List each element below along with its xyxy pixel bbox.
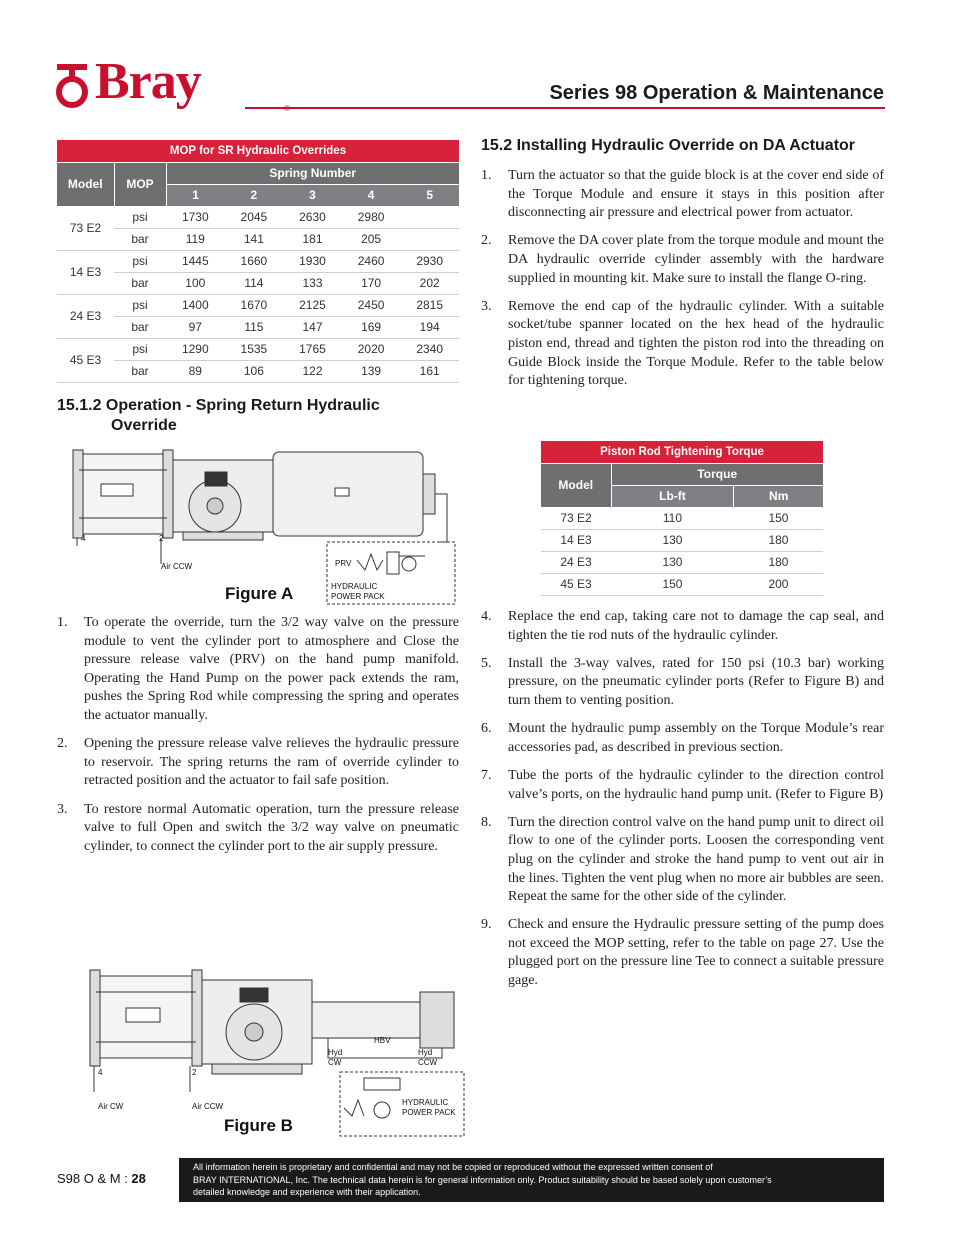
mop-table-row: [57, 316, 459, 338]
list-item-number: 6.: [481, 721, 492, 737]
list-item-text: Tube the ports of the hydraulic cylinder to the direction control valve’s ports, on the hydraulic hand pump unit. (Refer to Figure B): [508, 767, 884, 802]
mop-value-cell: 2630: [283, 206, 342, 228]
mop-value-cell: 115: [225, 316, 284, 338]
mop-unit-cell: bar: [114, 228, 166, 250]
mop-unit-cell: psi: [114, 250, 166, 272]
mop-value-cell: 205: [342, 228, 401, 250]
page-number: 28: [131, 1171, 146, 1186]
mop-table-row: [57, 360, 459, 382]
list-item: [481, 655, 884, 711]
list-item-text: To restore normal Automatic operation, turn the pressure release valve to full Open and switch the 3/2 way valve on pneumatic cylinder, to connect the cylinder port to the air supply pressure.: [84, 801, 459, 854]
torque-table-row: [541, 551, 823, 573]
spring-number: 4: [342, 184, 401, 206]
power-pack-label-2: POWER PACK: [331, 592, 385, 601]
air-ccw-label: Air CCW: [192, 1102, 224, 1111]
list-item: [481, 814, 884, 907]
mop-table-row: [57, 228, 459, 250]
mop-unit-cell: bar: [114, 272, 166, 294]
section-heading-spring-return: [57, 396, 380, 436]
list-item-number: 7.: [481, 767, 492, 783]
mop-value-cell: 100: [166, 272, 225, 294]
list-item-number: 4.: [481, 609, 492, 624]
mop-value-cell: 139: [342, 360, 401, 382]
mop-value-cell: 147: [283, 316, 342, 338]
torque-col-nm: Nm: [734, 485, 823, 507]
list-item: [481, 916, 884, 990]
mop-value-cell: 141: [225, 228, 284, 250]
torque-model-cell: 24 E3: [541, 551, 611, 573]
mop-model-cell: 14 E3: [57, 250, 114, 294]
mop-value-cell: 170: [342, 272, 401, 294]
port-2-label: 2: [192, 1068, 197, 1077]
section-heading-da-install: 15.2 Installing Hydraulic Override on DA Actuator: [481, 137, 856, 154]
list-item-text: Remove the end cap of the hydraulic cylinder. With a suitable socket/tube spanner located on the hex head of the hydraulic piston end, thread and tighten the piston rod into the threading on Guide Block inside the Torque Module. Refer to the table below for tightening torque.: [508, 298, 884, 389]
prv-label: PRV: [335, 559, 352, 568]
figure-b-label: Figure B: [224, 1116, 293, 1135]
disclaimer-line: BRAY INTERNATIONAL, Inc. The technical data herein is for general information only. Product suitability should be based solely upon customer’s: [193, 1174, 772, 1185]
port-4-label: 4: [81, 534, 86, 543]
mop-unit-cell: bar: [114, 316, 166, 338]
list-item-text: Remove the DA cover plate from the torque module and mount the DA hydraulic override cylinder assembly with the hardware supplied in mounting kit. Make sure to install the flange O-ring.: [508, 233, 884, 286]
list-item: [481, 608, 884, 645]
mop-table-row: [57, 250, 459, 272]
list-item-text: Install the 3-way valves, rated for 150 psi (10.3 bar) working pressure, on the pneumatic cylinder ports (Refer to Figure B) and turn them to venting position.: [508, 655, 884, 708]
mop-table-row: [57, 338, 459, 360]
list-item-number: 1.: [57, 615, 68, 630]
mop-model-cell: 45 E3: [57, 338, 114, 382]
mop-col-mop: MOP: [114, 162, 166, 206]
mop-value-cell: 2125: [283, 294, 342, 316]
torque-nm-cell: 150: [734, 507, 823, 529]
list-item-text: Check and ensure the Hydraulic pressure setting of the pump does not exceed the MOP setting, refer to the table on page 27. Use the plugged port on the pressure line Tee to connect a suitable pressure gage.: [508, 917, 884, 989]
mop-value-cell: 2450: [342, 294, 401, 316]
hyd-cw-label: Hyd: [328, 1048, 343, 1057]
spring-number: 5: [400, 184, 459, 206]
disclaimer-line: detailed knowledge and experience with their application.: [193, 1187, 421, 1197]
list-item-number: 5.: [481, 655, 492, 671]
list-item-number: 2.: [57, 736, 68, 752]
hyd-ccw-label: CCW: [418, 1058, 438, 1067]
list-item: [57, 735, 459, 791]
mop-value-cell: 133: [283, 272, 342, 294]
spring-number: 2: [225, 184, 284, 206]
figure-a-drawing: [65, 446, 461, 606]
torque-lbft-cell: 150: [611, 573, 734, 595]
heading-line: Override: [111, 417, 177, 434]
torque-table-title: Piston Rod Tightening Torque: [541, 441, 823, 463]
list-item-number: 9.: [481, 917, 492, 933]
list-item-text: Mount the hydraulic pump assembly on the Torque Module’s rear accessories pad, as described in previous section.: [508, 721, 884, 755]
list-item-text: Replace the end cap, taking care not to damage the cap seal, and tighten the tie rod nuts of the hydraulic cylinder.: [508, 609, 884, 643]
mop-value-cell: 1400: [166, 294, 225, 316]
air-ccw-label: Air CCW: [161, 562, 193, 571]
list-item: [481, 767, 884, 804]
spring-return-steps: [57, 614, 459, 866]
torque-col-model: Model: [541, 463, 611, 507]
mop-value-cell: 1730: [166, 206, 225, 228]
torque-nm-cell: 180: [734, 551, 823, 573]
mop-table-row: [57, 206, 459, 228]
torque-model-cell: 73 E2: [541, 507, 611, 529]
hyd-cw-label: CW: [328, 1058, 342, 1067]
brand-name: Bray: [95, 53, 201, 110]
mop-value-cell: 119: [166, 228, 225, 250]
torque-col-lbft: Lb-ft: [611, 485, 734, 507]
mop-table-row: [57, 272, 459, 294]
header-rule: [245, 107, 885, 109]
mop-value-cell: [400, 206, 459, 228]
hbv-label: HBV: [374, 1036, 391, 1045]
torque-nm-cell: 200: [734, 573, 823, 595]
mop-table-row: [57, 294, 459, 316]
port-4-label: 4: [98, 1068, 103, 1077]
list-item-text: Opening the pressure release valve relieves the hydraulic pressure to reservoir. The spring returns the ram of override cylinder to retracted position and the actuator to fail safe position.: [84, 736, 459, 789]
mop-value-cell: 1290: [166, 338, 225, 360]
list-item: [481, 720, 884, 757]
mop-value-cell: 2930: [400, 250, 459, 272]
da-install-steps-1-3: [481, 167, 884, 400]
power-pack-label-1: HYDRAULIC: [331, 582, 378, 591]
heading-line: 15.1.2 Operation - Spring Return Hydraulic: [57, 397, 380, 414]
torque-model-cell: 14 E3: [541, 529, 611, 551]
mop-value-cell: 2980: [342, 206, 401, 228]
list-item: [481, 232, 884, 288]
figure-b: [82, 962, 468, 1142]
mop-table-title: MOP for SR Hydraulic Overrides: [57, 140, 459, 162]
mop-value-cell: 181: [283, 228, 342, 250]
list-item-number: 3.: [57, 801, 68, 817]
air-cw-label: Air CW: [98, 1102, 124, 1111]
mop-value-cell: 169: [342, 316, 401, 338]
torque-lbft-cell: 130: [611, 529, 734, 551]
list-item: [57, 801, 459, 857]
mop-value-cell: 89: [166, 360, 225, 382]
torque-lbft-cell: 130: [611, 551, 734, 573]
torque-col-torque: Torque: [611, 463, 823, 485]
list-item-number: 8.: [481, 814, 492, 830]
doc-reference: S98 O & M :: [57, 1171, 132, 1186]
bray-logo: [55, 53, 245, 114]
port-2-label: 2: [159, 534, 164, 543]
mop-value-cell: [400, 228, 459, 250]
mop-value-cell: 106: [225, 360, 284, 382]
mop-model-cell: 24 E3: [57, 294, 114, 338]
mop-value-cell: 1765: [283, 338, 342, 360]
mop-unit-cell: psi: [114, 294, 166, 316]
bray-logo-icon: [55, 64, 89, 108]
mop-col-model: Model: [57, 162, 114, 206]
torque-table-row: [541, 529, 823, 551]
list-item: [57, 614, 459, 726]
torque-table: [541, 441, 823, 596]
mop-value-cell: 1660: [225, 250, 284, 272]
mop-value-cell: 1930: [283, 250, 342, 272]
mop-value-cell: 161: [400, 360, 459, 382]
mop-unit-cell: bar: [114, 360, 166, 382]
mop-value-cell: 1445: [166, 250, 225, 272]
spring-number: 1: [166, 184, 225, 206]
mop-value-cell: 1670: [225, 294, 284, 316]
torque-table-row: [541, 573, 823, 595]
figure-a: [65, 446, 461, 606]
mop-table: [57, 140, 459, 383]
mop-unit-cell: psi: [114, 206, 166, 228]
list-item-text: Turn the direction control valve on the hand pump unit to direct oil flow to one of the cylinder ports. Loosen the corresponding vent plug on the cylinder and stroke the hand pump to vent out air in the lines. Tighten the vent plug when no more air bubbles are seen. Repeat the same for the other side of the cylinder.: [508, 814, 884, 905]
mop-value-cell: 1535: [225, 338, 284, 360]
mop-value-cell: 202: [400, 272, 459, 294]
footer-disclaimer: [179, 1158, 884, 1202]
mop-value-cell: 114: [225, 272, 284, 294]
mop-value-cell: 2815: [400, 294, 459, 316]
mop-col-spring: Spring Number: [166, 162, 459, 184]
list-item: [481, 167, 884, 223]
power-pack-label-1: HYDRAULIC: [402, 1098, 449, 1107]
mop-value-cell: 2340: [400, 338, 459, 360]
mop-value-cell: 2460: [342, 250, 401, 272]
da-install-steps-4-9: [481, 608, 884, 1000]
mop-model-cell: 73 E2: [57, 206, 114, 250]
hyd-ccw-label: Hyd: [418, 1048, 433, 1057]
spring-number: 3: [283, 184, 342, 206]
mop-value-cell: 2020: [342, 338, 401, 360]
mop-value-cell: 194: [400, 316, 459, 338]
torque-model-cell: 45 E3: [541, 573, 611, 595]
power-pack-label-2: POWER PACK: [402, 1108, 456, 1117]
list-item-text: To operate the override, turn the 3/2 way valve on the pressure module to vent the cylinder port to atmosphere and Close the pressure release valve (PRV) on the hand pump manifold. Operating the Hand Pump on the power pack extends the ram, pushes the Spring Rod while compressing the spring and operates the actuator manually.: [84, 615, 459, 723]
figure-a-label: Figure A: [225, 584, 294, 603]
mop-value-cell: 122: [283, 360, 342, 382]
list-item-number: 3.: [481, 298, 492, 314]
torque-nm-cell: 180: [734, 529, 823, 551]
disclaimer-line: All information herein is proprietary and confidential and may not be copied or reproduced without the expressed written consent of: [193, 1162, 713, 1172]
footer-page-ref: [57, 1171, 146, 1186]
page-title: Series 98 Operation & Maintenance: [549, 82, 884, 104]
list-item-text: Turn the actuator so that the guide block is at the cover end side of the Torque Module and ensure it stays in this position after disconnecting air pressure and electrical power from actuator.: [508, 168, 884, 221]
list-item: [481, 298, 884, 391]
torque-table-row: [541, 507, 823, 529]
mop-value-cell: 97: [166, 316, 225, 338]
mop-unit-cell: psi: [114, 338, 166, 360]
mop-value-cell: 2045: [225, 206, 284, 228]
torque-lbft-cell: 110: [611, 507, 734, 529]
list-item-number: 1.: [481, 168, 492, 183]
list-item-number: 2.: [481, 233, 492, 249]
